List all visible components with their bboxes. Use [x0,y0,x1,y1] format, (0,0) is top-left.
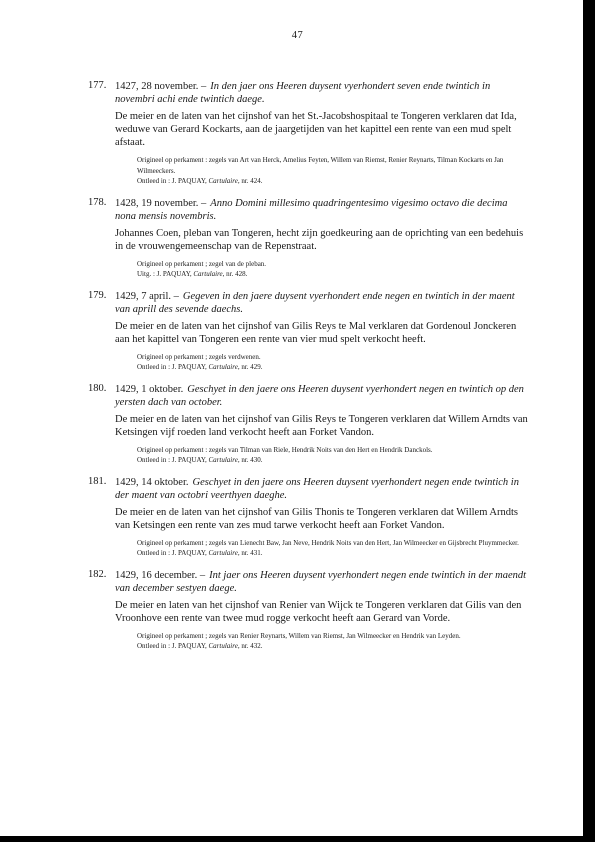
entry [88,80,528,187]
entry-heading [115,197,528,223]
entry [88,383,528,466]
entry-summary: De meier en de laten van het cijnshof van Gilis Reys te Mal verklaren dat Gordenoul Jonckeren aan het kapittel van Tongeren een rente van vier mud spelt verkocht heeft. [115,320,517,345]
edition-ref: , nr. 429. [237,363,263,371]
entry-heading [115,290,528,316]
entry-date: 1429, 1 oktober. [115,383,184,395]
entry-list [88,80,528,662]
entry-original: Origineel op perkament : zegels van Art van Herck, Amelius Feyten, Willem van Riemst, Renier Reynarts, Tilman Kockarts en Jan Wilmeeckers. [137,156,504,175]
entry-edition [137,176,528,187]
entry-original: Origineel op perkament ; zegels van Renier Reynarts, Willem van Riemst, Jan Wilmeecker en Hendrik van Leyden. [137,631,461,640]
entry-quote: In den jaer ons Heeren duysent vyerhondert seven ende twintich in novembri achi ende twintich daege. [115,81,491,105]
entry-summary: De meier en de laten van het cijnshof van Gilis Thonis te Tongeren verklaren dat Willem Arndts van Ketsingen een rente van zes mud tarwe verkocht heeft aan Forket Vandon. [115,506,518,531]
entry-summary: De meier en laten van het cijnshof van Renier van Wijck te Tongeren verklaren dat Gilis van den Vroonhove een rente van twee mud rogge verkocht heeft aan Gerard van Vorde. [115,599,522,624]
edition-label: Ontleed in : J. PAQUAY, [137,549,207,557]
entry-references [137,259,528,280]
entry-number: 182. [88,568,107,580]
entry-original: Origineel op perkament : zegels van Tilman van Riele, Hendrik Noits van den Hert en Hendrik Danckols. [137,445,433,454]
edition-work: Cartulaire [208,456,238,464]
edition-work: Cartulaire [208,177,238,185]
entry-edition [137,455,528,466]
entry-heading [115,80,528,106]
page-number: 47 [291,30,304,41]
entry [88,290,528,373]
entry-summary: Johannes Coen, pleban van Tongeren, hecht zijn goedkeuring aan de oprichting van een bedehuis in de vrouwengemeenschap van de Repenstraat. [115,227,524,252]
entry-edition [137,641,528,652]
edition-ref: , nr. 424. [237,177,263,185]
entry-quote: Geschyet in den jaere ons Heeren duysent vyerhondert negen ende twintich in der maent van octobri veerthyen daeghe. [115,476,519,501]
entry-number: 178. [88,196,107,208]
entry-number: 179. [88,289,107,301]
entry-number: 180. [88,382,107,394]
entry-references [137,155,528,187]
edition-label: Uitg. : J. PAQUAY, [137,270,192,278]
edition-label: Ontleed in : J. PAQUAY, [137,642,207,650]
entry-edition [137,362,528,373]
entry-quote: Geschyet in den jaere ons Heeren duysent vyerhondert negen en twintich op den yersten dach van october. [115,383,524,408]
entry-references [137,352,528,373]
entry [88,476,528,559]
entry-references [137,445,528,466]
entry-original: Origineel op perkament ; zegels van Lienecht Baw, Jan Neve, Hendrik Noits van den Hert, Jan Wilmeecker en Gijsbrecht Pluymmecker. [137,538,519,547]
entry-edition [137,548,528,559]
entry-number: 177. [88,80,107,91]
scan-edge-right [583,0,595,842]
edition-label: Ontleed in : J. PAQUAY, [137,456,207,464]
entry-summary: De meier en de laten van het cijnshof van het St.-Jacobshospitaal te Tongeren verklaren dat Ida, weduwe van Gerard Kockarts, aan de jaargetijden van het kapittel een rente van een mud spelt afstaat. [115,111,517,148]
entry-heading [115,476,528,502]
entry-heading [115,569,528,595]
entry-date: 1428, 19 november. – [115,197,207,209]
edition-work: Cartulaire [193,270,223,278]
edition-ref: , nr. 431. [237,549,263,557]
entry-quote: Anno Domini millesimo quadringentesimo vigesimo octavo die decima nona mensis novembris. [115,197,508,222]
entry-heading [115,383,528,409]
entry-summary: De meier en de laten van het cijnshof van Gilis Reys te Tongeren verklaren dat Willem Arndts van Ketsingen vijf roeden land verkocht heeft aan Forket Vandon. [115,413,528,438]
edition-label: Ontleed in : J. PAQUAY, [137,177,207,185]
entry-date: 1429, 14 oktober. [115,476,189,488]
entry-number: 181. [88,475,107,487]
edition-label: Ontleed in : J. PAQUAY, [137,363,207,371]
entry-original: Origineel op perkament ; zegel van de pleban. [137,259,267,268]
entry-edition [137,269,528,280]
edition-work: Cartulaire [208,363,238,371]
edition-ref: , nr. 428. [222,270,248,278]
scan-edge-bottom [0,836,595,842]
entry [88,569,528,652]
entry-date: 1427, 28 november. – [115,81,207,92]
edition-ref: , nr. 432. [237,642,263,650]
entry-date: 1429, 7 april. – [115,290,179,302]
entry-references [137,631,528,652]
entry-date: 1429, 16 december. – [115,569,206,581]
entry-quote: Gegeven in den jaere duysent vyerhondert ende negen en twintich in der maent van aprill des sevende daechs. [115,290,515,315]
edition-ref: , nr. 430. [237,456,263,464]
edition-work: Cartulaire [208,549,238,557]
entry [88,197,528,280]
edition-work: Cartulaire [208,642,238,650]
entry-references [137,538,528,559]
entry-original: Origineel op perkament ; zegels verdwenen. [137,352,261,361]
entry-quote: Int jaer ons Heeren duysent vyerhondert negen ende twintich in der maendt van december sestyen daege. [115,569,527,594]
